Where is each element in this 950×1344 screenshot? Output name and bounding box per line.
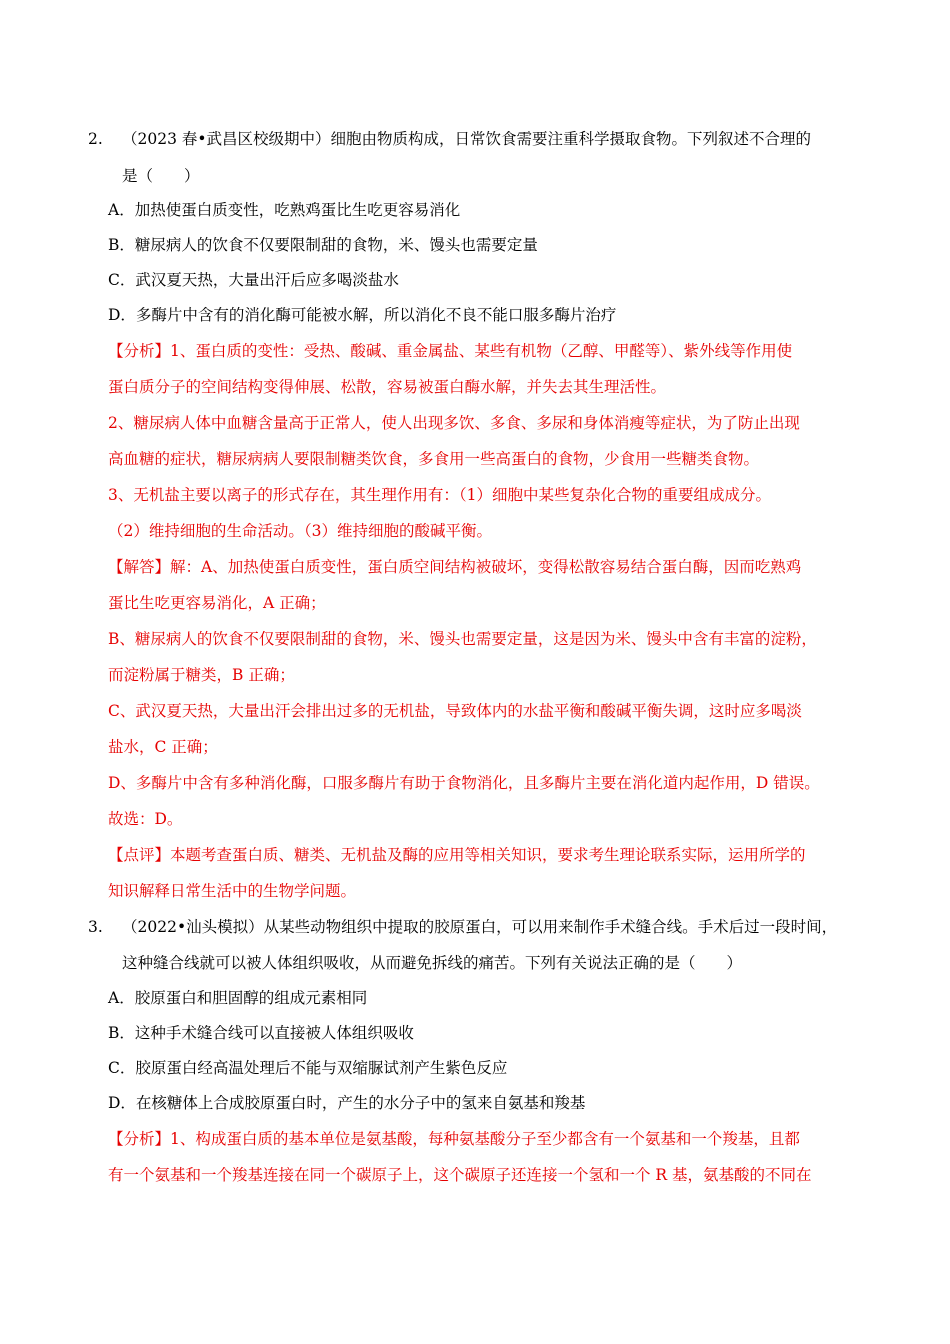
analysis-line: 高血糖的症状，糖尿病病人要限制糖类饮食，多食用一些高蛋白的食物，少食用一些糖类食物。	[108, 450, 760, 468]
option-b: B．糖尿病人的饮食不仅要限制甜的食物，米、馒头也需要定量	[108, 236, 538, 254]
analysis-line: 【分析】1、构成蛋白质的基本单位是氨基酸，每种氨基酸分子至少都含有一个氨基和一个羧基，且都	[108, 1130, 800, 1148]
option-c: C．胶原蛋白经高温处理后不能与双缩脲试剂产生紫色反应	[108, 1059, 508, 1077]
analysis-line: 有一个氨基和一个羧基连接在同一个碳原子上，这个碳原子还连接一个氢和一个 R 基，氨基酸的不同在	[108, 1166, 812, 1184]
answer-line: C、武汉夏天热，大量出汗会排出过多的无机盐，导致体内的水盐平衡和酸碱平衡失调，这时应多喝淡	[108, 702, 802, 720]
answer-line: B、糖尿病人的饮食不仅要限制甜的食物，米、馒头也需要定量，这是因为米、馒头中含有丰富的淀粉，	[108, 630, 817, 648]
answer-line: 盐水，C 正确；	[108, 738, 218, 756]
question-stem-line: （2023 春•武昌区校级期中）细胞由物质构成，日常饮食需要注重科学摄取食物。下列叙述不合理的	[122, 130, 812, 148]
option-d: D．多酶片中含有的消化酶可能被水解，所以消化不良不能口服多酶片治疗	[108, 306, 617, 324]
question-stem-line: 是（ ）	[122, 167, 200, 185]
question-number: 2.	[88, 130, 103, 148]
option-d: D．在核糖体上合成胶原蛋白时，产生的水分子中的氢来自氨基和羧基	[108, 1094, 586, 1112]
analysis-line: 【分析】1、蛋白质的变性：受热、酸碱、重金属盐、某些有机物（乙醇、甲醛等）、紫外线等作用使	[108, 342, 793, 360]
analysis-line: （2）维持细胞的生命活动。（3）维持细胞的酸碱平衡。	[108, 522, 492, 540]
option-c: C．武汉夏天热，大量出汗后应多喝淡盐水	[108, 271, 399, 289]
question-stem-line: 这种缝合线就可以被人体组织吸收，从而避免拆线的痛苦。下列有关说法正确的是（ ）	[122, 954, 743, 972]
answer-line: 【解答】解：A、加热使蛋白质变性，蛋白质空间结构被破坏，变得松散容易结合蛋白酶，因而吃熟鸡	[108, 558, 802, 576]
option-b: B．这种手术缝合线可以直接被人体组织吸收	[108, 1024, 414, 1042]
option-a: A．胶原蛋白和胆固醇的组成元素相同	[108, 989, 368, 1007]
analysis-line: 2、糖尿病人体中血糖含量高于正常人，使人出现多饮、多食、多尿和身体消瘦等症状，为了防止出现	[108, 414, 800, 432]
analysis-line: 3、无机盐主要以离子的形式存在，其生理作用有：（1）细胞中某些复杂化合物的重要组成成分。	[108, 486, 771, 504]
analysis-line: 蛋白质分子的空间结构变得伸展、松散，容易被蛋白酶水解，并失去其生理活性。	[108, 378, 667, 396]
answer-line: 蛋比生吃更容易消化，A 正确；	[108, 594, 326, 612]
answer-line: 而淀粉属于糖类，B 正确；	[108, 666, 295, 684]
question-number: 3.	[88, 918, 103, 936]
question-stem-line: （2022•汕头模拟）从某些动物组织中提取的胶原蛋白，可以用来制作手术缝合线。手术后过一段时间，	[122, 918, 838, 936]
answer-line: 故选：D。	[108, 810, 183, 828]
comment-line: 知识解释日常生活中的生物学问题。	[108, 882, 357, 900]
option-a: A．加热使蛋白质变性，吃熟鸡蛋比生吃更容易消化	[108, 201, 461, 219]
comment-line: 【点评】本题考查蛋白质、糖类、无机盐及酶的应用等相关知识，要求考生理论联系实际，运用所学的	[108, 846, 806, 864]
answer-line: D、多酶片中含有多种消化酶，口服多酶片有助于食物消化，且多酶片主要在消化道内起作用，D 错误。	[108, 774, 820, 792]
